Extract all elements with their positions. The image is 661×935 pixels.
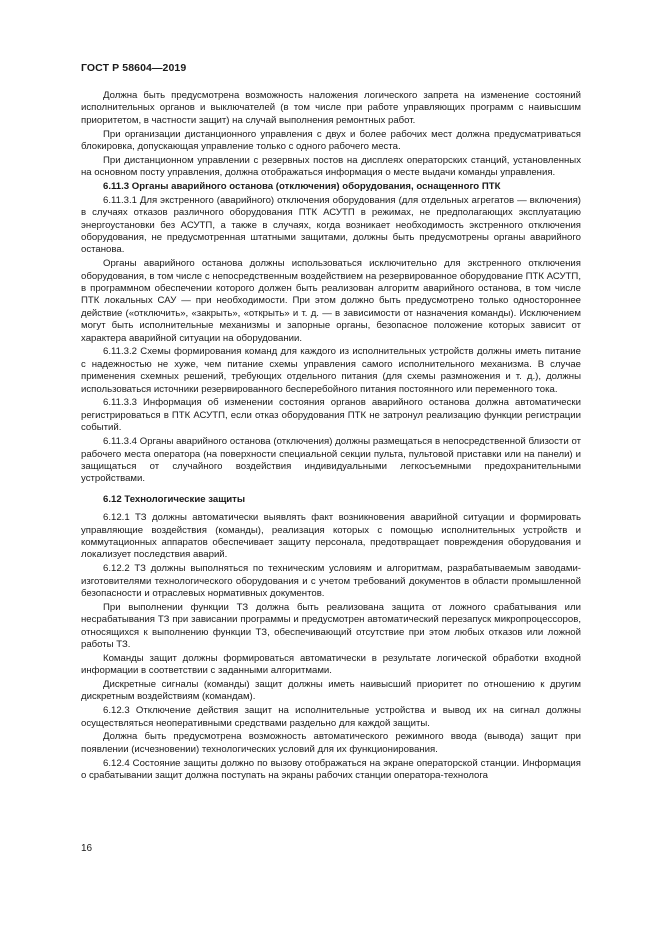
page-number: 16 bbox=[81, 843, 93, 854]
section-heading: 6.12 Технологические защиты bbox=[103, 493, 246, 505]
paragraph: 6.11.3.2 Схемы формирования команд для каждого из исполнительных устройств должны иметь питание с надежностью не хуже, чем питание схемы управления самого исполнительного механизма. В случае применения схемных решений, требующих отдельного питания (для схемы размножения и т. д.), должны использоваться источники резервированного бесперебойного питания постоянного или переменного тока. bbox=[81, 346, 581, 395]
paragraph: При выполнении функции ТЗ должна быть реализована защита от ложного срабатывания или несрабатывания ТЗ при зависании программы и предусмотрен автоматический перезапуск микропроцессоров, относящихся к выполнению функции ТЗ, обеспечивающий отсутствие при этом любых отказов или ложной работы ТЗ. bbox=[81, 601, 581, 650]
paragraph: 6.12.1 ТЗ должны автоматически выявлять факт возникновения аварийной ситуации и формировать управляющие воздействия (команды), реализация которых с помощью исполнительных устройств и коммутационных аппаратов обеспечивает защиту персонала, предотвращает повреждения оборудования и локализует последствия аварий. bbox=[81, 512, 581, 561]
paragraph: Команды защит должны формироваться автоматически в результате логической обработки входной информации в соответствии с заданными алгоритмами. bbox=[81, 652, 581, 677]
paragraph: 6.12.3 Отключение действия защит на исполнительные устройства и вывод их на сигнал должны осуществляться неоперативными средствами раздельно для каждой защиты. bbox=[81, 705, 581, 729]
paragraph: При дистанционном управлении с резервных постов на дисплеях операторских станций, установленных на основном посту управления, должна отображаться информация о месте выдачи команды управления. bbox=[81, 154, 581, 179]
paragraph: Органы аварийного останова должны использоваться исключительно для экстренного отключения оборудования, в том числе с непосредственным воздействием на резервированное оборудование ПТК АСУТП, в программном обеспечении которого должен быть реализован алгоритм аварийного останова, в том числе ПТК локальных САУ — при необходимости. При этом должно быть предусмотрено только одностороннее действие («отключить», «закрыть», «открыть» и т. д. — в зависимости от назначения команды). Исключением могут быть исполнительные механизмы и запорные органы, безопасное положение которых зависит от характера аварийной ситуации на оборудовании. bbox=[81, 258, 581, 344]
paragraph: 6.11.3.1 Для экстренного (аварийного) отключения оборудования (для отдельных агрегатов — включения) в случаях отказов различного оборудования ПТК АСУТП в режимах, не предполагающих эксплуатацию энергоустановки без АСУТП, а также в случаях, когда возникает необходимость экстренного отключения оборудования, не предусмотренная штатными защитами, должны быть предусмотрены органы аварийного останова. bbox=[81, 194, 581, 256]
section-heading: 6.11.3 Органы аварийного останова (отключения) оборудования, оснащенного ПТК bbox=[103, 181, 501, 193]
paragraph: 6.11.3.4 Органы аварийного останова (отключения) должны размещаться в непосредственной близости от рабочего места оператора (на поверхности специальной секции пульта, пультовой приставки или на панели) и защищаться от случайного воздействия индивидуальными легкосъемными предохранительными устройствами. bbox=[81, 436, 581, 485]
paragraph: 6.12.4 Состояние защиты должно по вызову отображаться на экране операторской станции. Информация о срабатывании защит должна поступать на экраны рабочих станции оператора-технолога bbox=[81, 757, 581, 781]
document-header: ГОСТ Р 58604—2019 bbox=[81, 62, 187, 74]
paragraph: Должна быть предусмотрена возможность наложения логического запрета на изменение состояний исполнительных органов и выключателей (в том числе при работе управляющих программ с наивысшим приоритетом, в частности защит) на случай выполнения ремонтных работ. bbox=[81, 90, 581, 126]
paragraph: Дискретные сигналы (команды) защит должны иметь наивысший приоритет по отношению к другим дискретным воздействиям (командам). bbox=[81, 678, 581, 703]
paragraph: 6.11.3.3 Информация об изменении состояния органов аварийного останова должна автоматически регистрироваться в ПТК АСУТП, если отказ оборудования ПТК не затронул реализацию функции регистрации событий. bbox=[81, 397, 581, 434]
paragraph: При организации дистанционного управления с двух и более рабочих мест должна предусматриваться блокировка, допускающая управление только с одного рабочего места. bbox=[81, 128, 581, 153]
paragraph: Должна быть предусмотрена возможность автоматического режимного ввода (вывода) защит при появлении (исчезновении) технологических условий для их функционирования. bbox=[81, 731, 581, 755]
paragraph: 6.12.2 ТЗ должны выполняться по техническим условиям и алгоритмам, разрабатываемым заводами-изготовителями технологического оборудования и с учетом требований документов в области промышленной безопасности и отраслевых нормативных документов. bbox=[81, 563, 581, 599]
document-body bbox=[81, 90, 581, 784]
